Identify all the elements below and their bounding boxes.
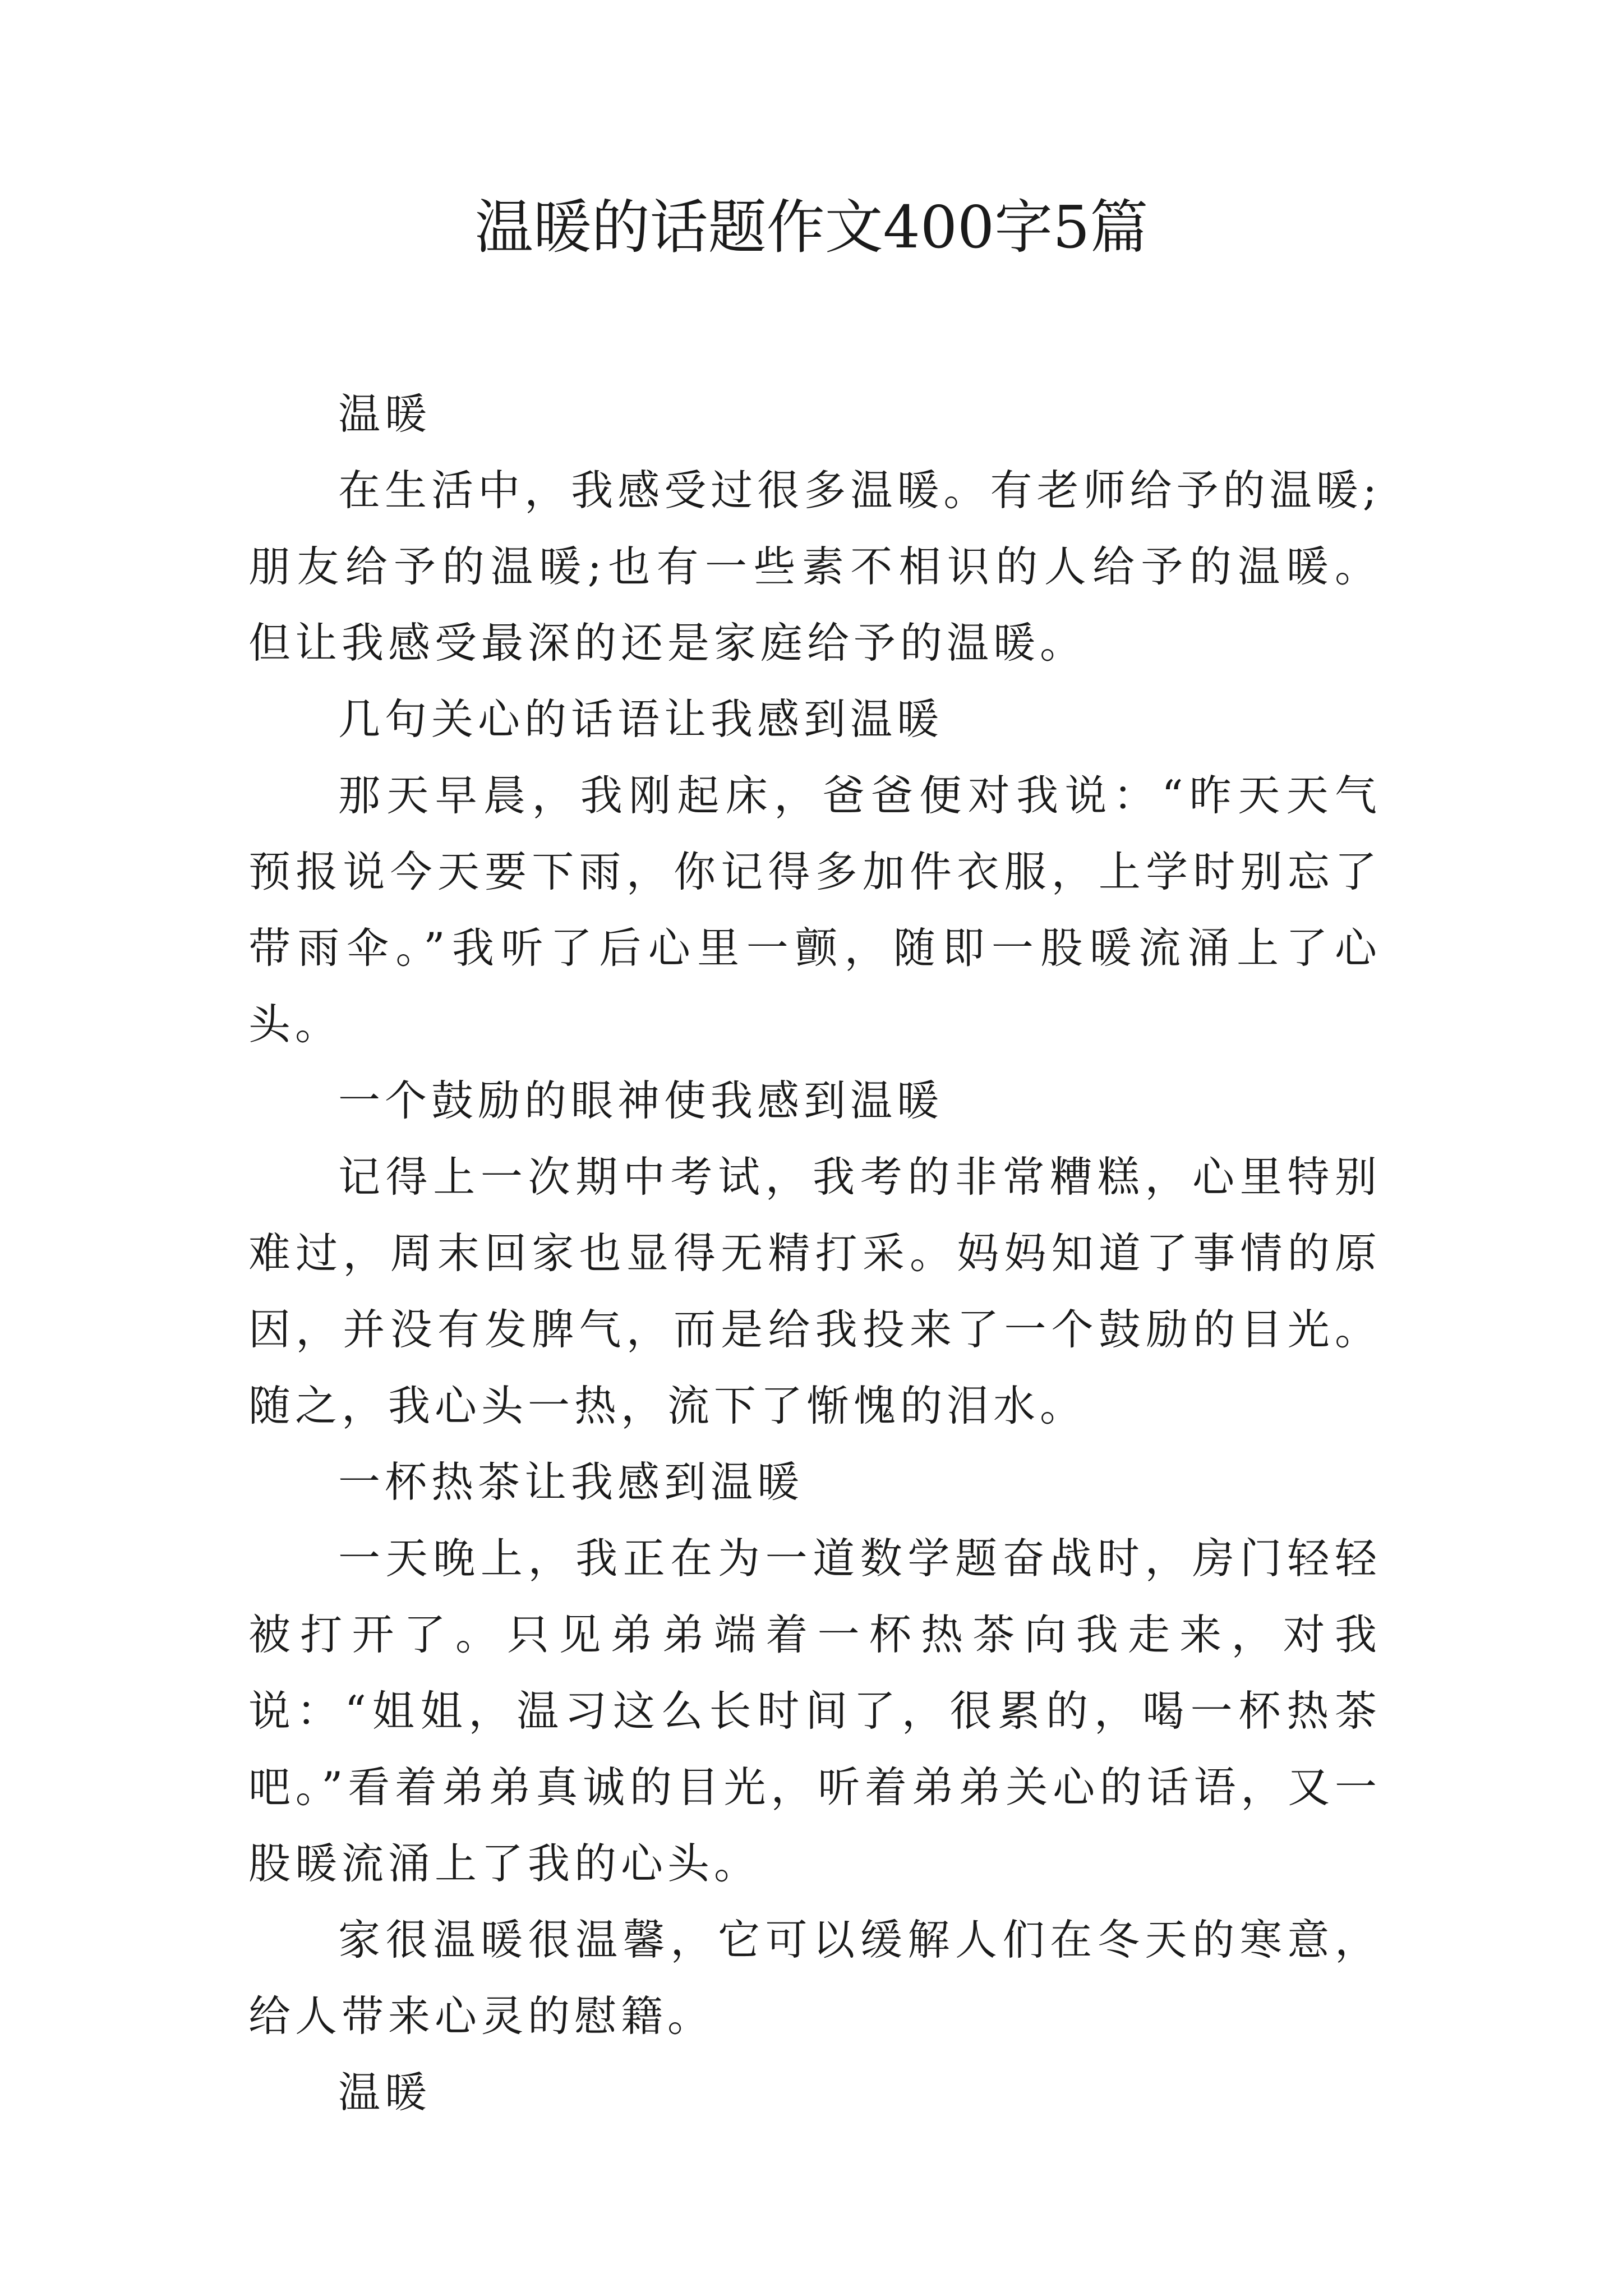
paragraph: 在生活中，我感受过很多温暖。有老师给予的温暖;朋友给予的温暖;也有一些素不相识的人给予的温暖。但让我感受最深的还是家庭给予的温暖。 <box>248 466 1381 668</box>
section-heading: 一个鼓励的眼神使我感到温暖 <box>338 1076 944 1125</box>
document-title: 温暖的话题作文400字5篇 <box>474 193 1149 261</box>
document-body <box>248 376 1381 2131</box>
paragraph: 那天早晨，我刚起床，爸爸便对我说：“昨天天气预报说今天要下雨，你记得多加件衣服，上学时别忘了带雨伞。”我听了后心里一颤，随即一股暖流涌上了心头。 <box>248 771 1381 1049</box>
paragraph: 一天晚上，我正在为一道数学题奋战时，房门轻轻被打开了。只见弟弟端着一杯热茶向我走来，对我说：“姐姐，温习这么长时间了，很累的，喝一杯热茶吧。”看着弟弟真诚的目光，听着弟弟关心的话语，又一股暖流涌上了我的心头。 <box>248 1534 1381 1888</box>
paragraph: 记得上一次期中考试，我考的非常糟糕，心里特别难过，周末回家也显得无精打采。妈妈知道了事情的原因，并没有发脾气，而是给我投来了一个鼓励的目光。随之，我心头一热，流下了惭愧的泪水。 <box>248 1152 1381 1430</box>
section-heading: 几句关心的话语让我感到温暖 <box>338 694 944 744</box>
section-heading: 温暖 <box>338 389 432 439</box>
section-heading: 一杯热茶让我感到温暖 <box>338 1457 804 1507</box>
section-heading: 温暖 <box>338 2068 432 2117</box>
paragraph: 家很温暖很温馨，它可以缓解人们在冬天的寒意，给人带来心灵的慰籍。 <box>248 1915 1381 2041</box>
